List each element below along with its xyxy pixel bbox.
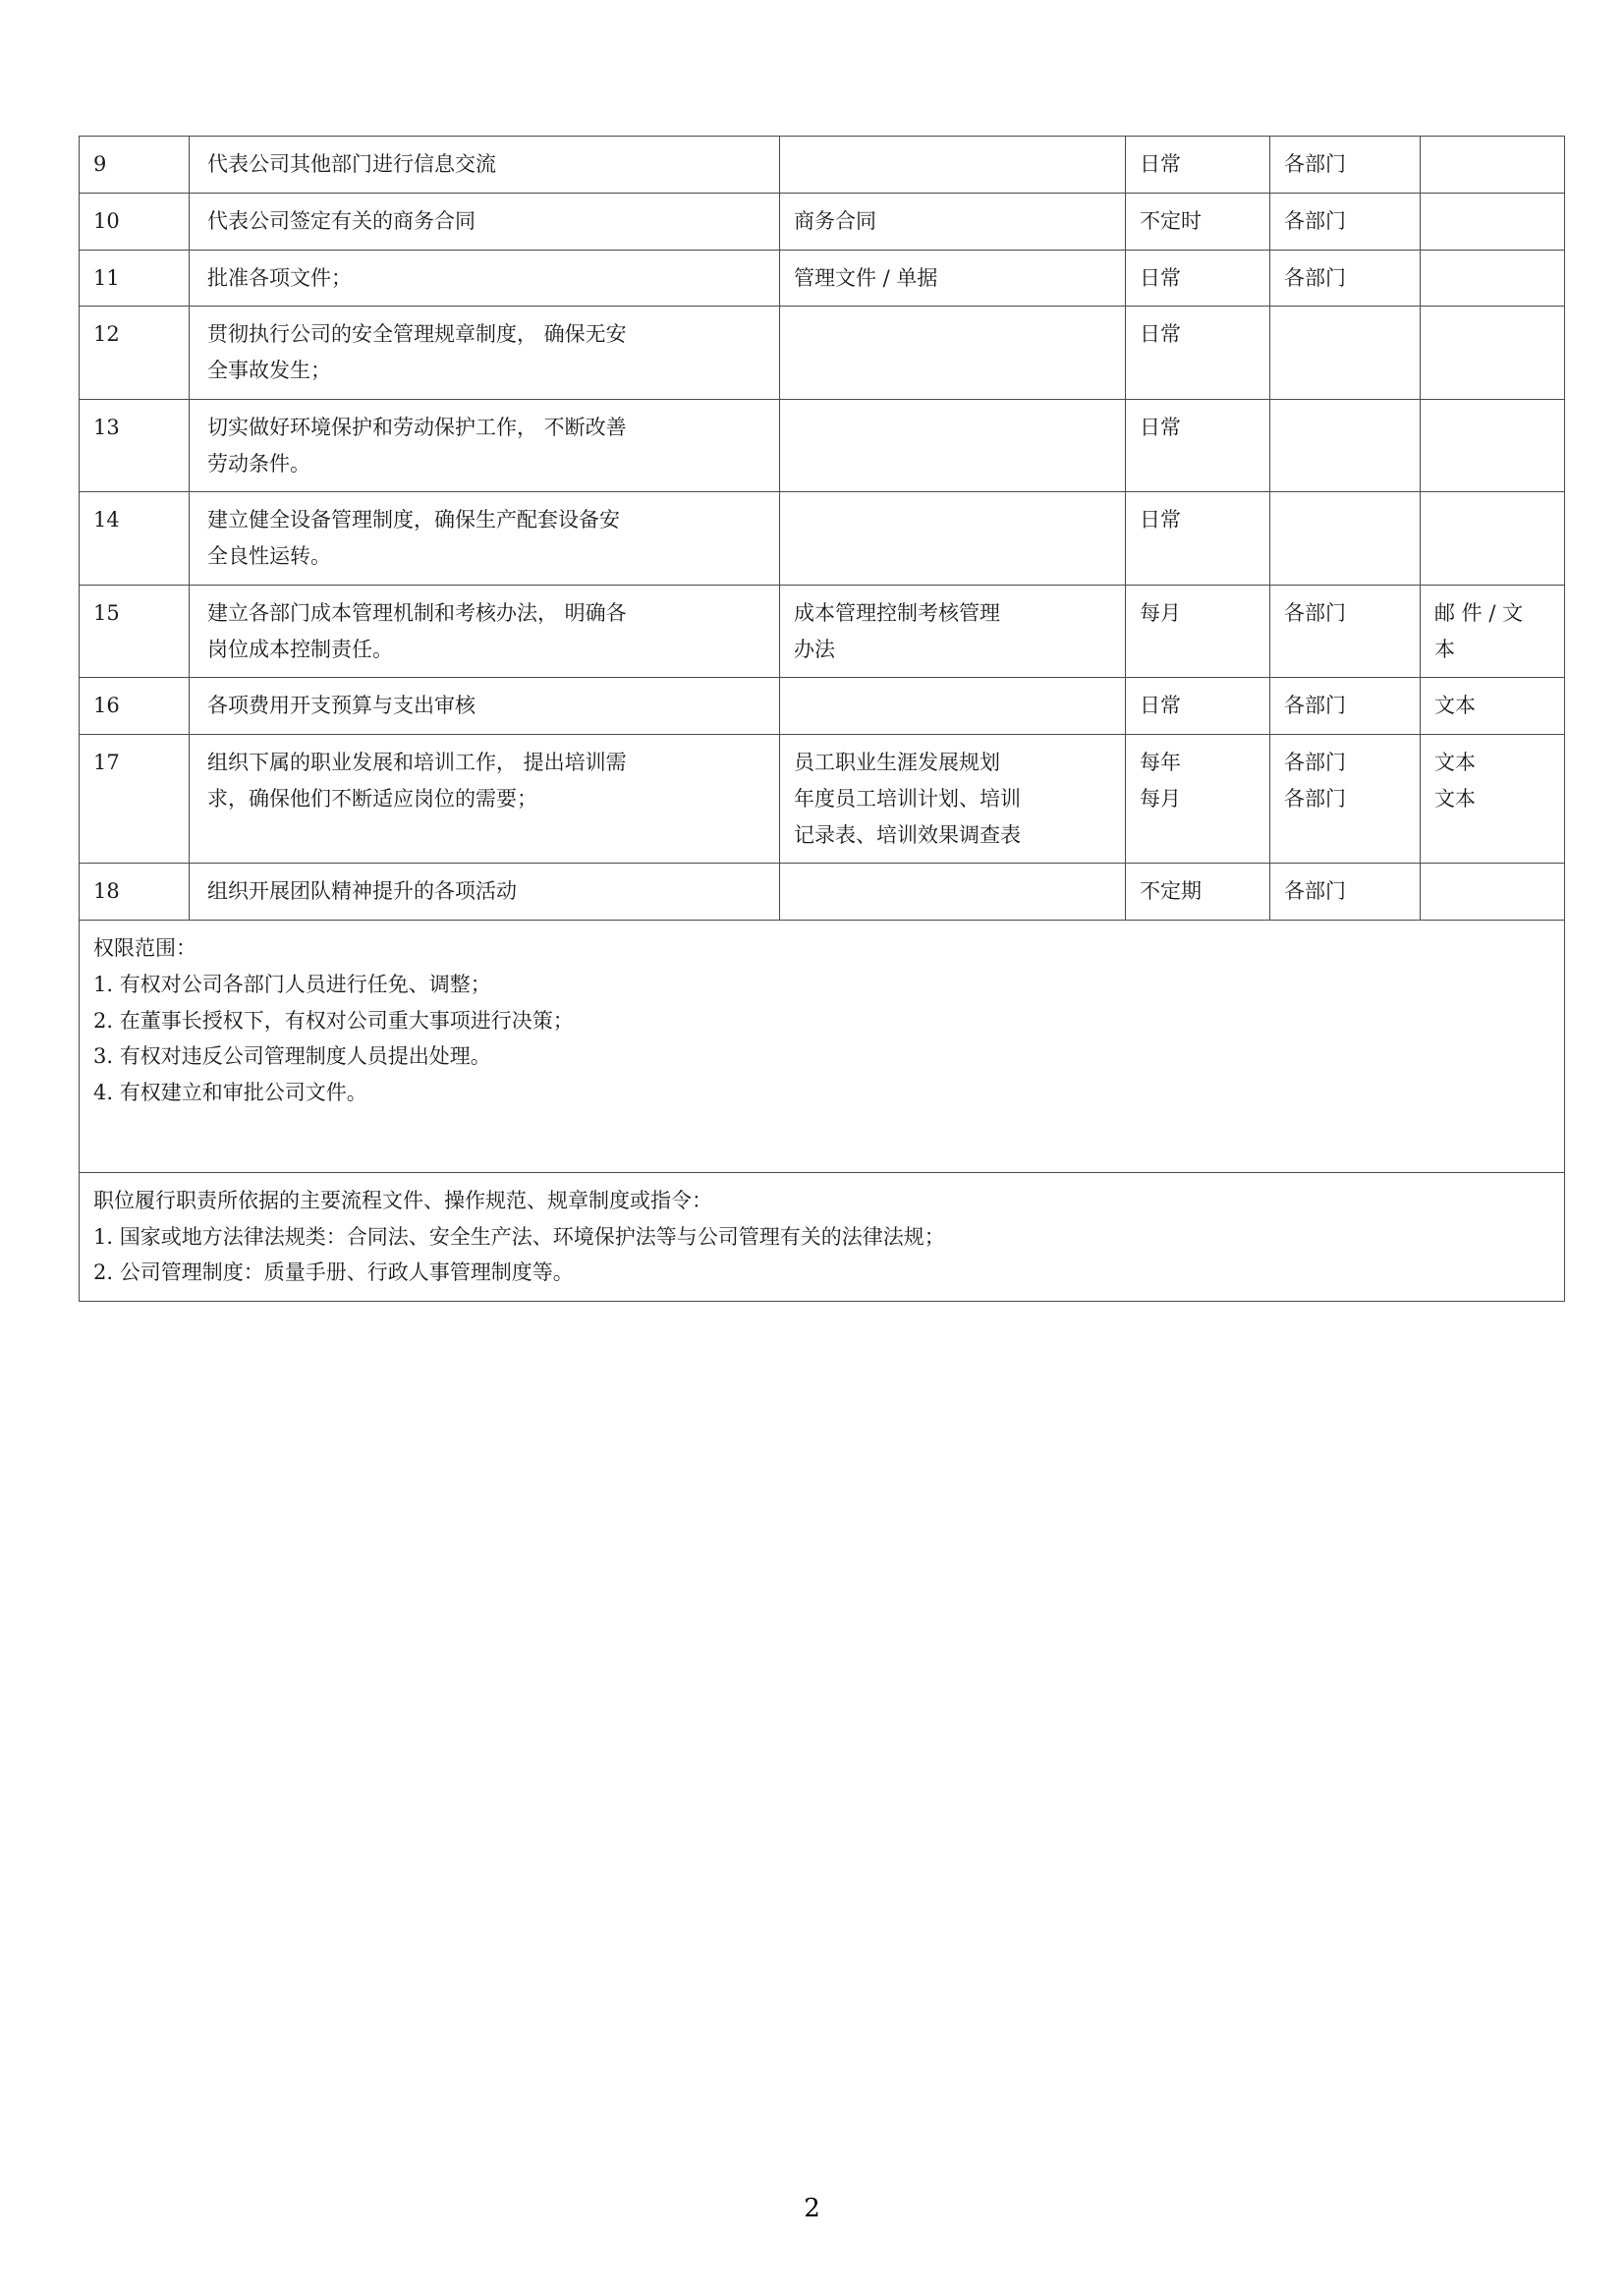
department-line: 各部门 (1284, 265, 1346, 290)
duty-line: 建立各部门成本管理机制和考核办法， 明确各 (207, 600, 627, 625)
related-document (780, 193, 1126, 250)
duty-description (190, 250, 780, 307)
authority-scope-item: 4. 有权建立和审批公司文件。 (93, 1081, 367, 1104)
table-row (80, 250, 1565, 307)
authority-scope-item: 3. 有权对违反公司管理制度人员提出处理。 (93, 1044, 491, 1069)
table-row (80, 735, 1565, 864)
document-line: 商务合同 (794, 208, 876, 233)
frequency-line: 不定期 (1140, 879, 1202, 904)
duty-line: 建立健全设备管理制度，确保生产配套设备安 (207, 508, 620, 532)
related-document (780, 735, 1126, 864)
table-row (80, 193, 1565, 250)
duty-line: 劳动条件。 (207, 451, 310, 476)
frequency (1126, 250, 1270, 307)
frequency-line: 日常 (1140, 415, 1181, 439)
page-number: 2 (804, 2194, 820, 2223)
frequency (1126, 492, 1270, 586)
document-line: 管理文件 / 单据 (794, 265, 938, 290)
duty-description (190, 399, 780, 492)
duty-description (190, 678, 780, 735)
department-line: 各部门 (1284, 600, 1346, 625)
frequency (1126, 307, 1270, 400)
procedures-section (80, 1172, 1565, 1301)
related-document (780, 585, 1126, 678)
target-department (1270, 137, 1421, 194)
duty-description (190, 193, 780, 250)
form-type (1421, 492, 1565, 586)
procedures-row (80, 1172, 1565, 1301)
authority-scope-spacer (93, 1111, 1552, 1162)
row-number: 15 (80, 585, 190, 678)
frequency (1126, 137, 1270, 194)
duty-description (190, 492, 780, 586)
form-type (1421, 399, 1565, 492)
duty-line: 贯彻执行公司的安全管理规章制度， 确保无安 (207, 322, 627, 347)
related-document (780, 399, 1126, 492)
duty-line: 组织开展团队精神提升的各项活动 (207, 879, 517, 904)
document-line: 记录表、培训效果调查表 (794, 822, 1021, 847)
duty-line: 组织下属的职业发展和培训工作， 提出培训需 (207, 751, 627, 774)
row-number: 11 (80, 250, 190, 307)
authority-scope-item: 2. 在董事长授权下，有权对公司重大事项进行决策； (93, 1008, 574, 1033)
form-line: 邮 件 / 文 (1434, 600, 1524, 625)
row-number: 10 (80, 193, 190, 250)
target-department (1270, 250, 1421, 307)
document-line: 成本管理控制考核管理 (794, 600, 1000, 625)
table-row (80, 399, 1565, 492)
document-line: 年度员工培训计划、培训 (794, 786, 1021, 811)
duty-line: 岗位成本控制责任。 (207, 637, 393, 661)
table-row (80, 492, 1565, 586)
form-type (1421, 735, 1565, 864)
form-type (1421, 193, 1565, 250)
frequency-line: 日常 (1140, 694, 1181, 718)
form-type (1421, 678, 1565, 735)
duty-line: 各项费用开支预算与支出审核 (207, 694, 476, 718)
table-row (80, 864, 1565, 921)
department-line: 各部门 (1284, 694, 1346, 718)
form-type (1421, 307, 1565, 400)
job-duty-table (79, 136, 1565, 1302)
table-row (80, 137, 1565, 194)
procedures-title: 职位履行职责所依据的主要流程文件、操作规范、规章制度或指令： (93, 1188, 712, 1212)
target-department (1270, 307, 1421, 400)
frequency (1126, 399, 1270, 492)
row-number: 14 (80, 492, 190, 586)
duty-description (190, 307, 780, 400)
table-row (80, 307, 1565, 400)
duty-line: 代表公司签定有关的商务合同 (207, 208, 476, 233)
form-type (1421, 250, 1565, 307)
frequency-line: 日常 (1140, 508, 1181, 532)
target-department (1270, 864, 1421, 921)
frequency-line: 日常 (1140, 152, 1181, 176)
target-department (1270, 399, 1421, 492)
target-department (1270, 492, 1421, 586)
frequency (1126, 864, 1270, 921)
duty-description (190, 585, 780, 678)
document-line: 办法 (794, 637, 835, 661)
duty-line: 求，确保他们不断适应岗位的需要； (207, 786, 537, 811)
frequency-line: 每月 (1140, 786, 1181, 811)
target-department (1270, 678, 1421, 735)
frequency (1126, 193, 1270, 250)
duty-line: 代表公司其他部门进行信息交流 (207, 152, 496, 176)
related-document (780, 678, 1126, 735)
table-row (80, 585, 1565, 678)
form-line: 文本 (1434, 694, 1476, 718)
row-number: 16 (80, 678, 190, 735)
form-type (1421, 864, 1565, 921)
duty-description (190, 137, 780, 194)
frequency-line: 每年 (1140, 751, 1181, 774)
duty-line: 全良性运转。 (207, 544, 331, 568)
department-line: 各部门 (1284, 751, 1346, 774)
department-line: 各部门 (1284, 152, 1346, 176)
duty-description (190, 864, 780, 921)
row-number: 12 (80, 307, 190, 400)
authority-scope-section (80, 921, 1565, 1173)
target-department (1270, 193, 1421, 250)
authority-scope-item: 1. 有权对公司各部门人员进行任免、调整； (93, 972, 491, 996)
target-department (1270, 735, 1421, 864)
form-line: 文本 (1434, 751, 1476, 774)
procedures-item: 2. 公司管理制度：质量手册、行政人事管理制度等。 (93, 1260, 574, 1285)
duty-table-body (80, 137, 1565, 1302)
department-line: 各部门 (1284, 879, 1346, 904)
duty-description (190, 735, 780, 864)
department-line: 各部门 (1284, 786, 1346, 811)
related-document (780, 137, 1126, 194)
frequency (1126, 678, 1270, 735)
row-number: 17 (80, 735, 190, 864)
row-number: 18 (80, 864, 190, 921)
target-department (1270, 585, 1421, 678)
form-line: 本 (1434, 637, 1455, 661)
frequency-line: 每月 (1140, 600, 1181, 625)
related-document (780, 492, 1126, 586)
related-document (780, 250, 1126, 307)
row-number: 9 (80, 137, 190, 194)
document-line: 员工职业生涯发展规划 (794, 751, 1000, 774)
table-row (80, 678, 1565, 735)
form-type (1421, 137, 1565, 194)
duty-line: 全事故发生； (207, 359, 331, 382)
frequency (1126, 735, 1270, 864)
frequency (1126, 585, 1270, 678)
department-line: 各部门 (1284, 208, 1346, 233)
frequency-line: 日常 (1140, 265, 1181, 290)
related-document (780, 307, 1126, 400)
procedures-item: 1. 国家或地方法律法规类：合同法、安全生产法、环境保护法等与公司管理有关的法律法规； (93, 1224, 945, 1249)
frequency-line: 日常 (1140, 322, 1181, 347)
duty-line: 批准各项文件； (207, 265, 352, 290)
duty-line: 切实做好环境保护和劳动保护工作， 不断改善 (207, 415, 627, 439)
form-line: 文本 (1434, 786, 1476, 811)
authority-scope-row (80, 921, 1565, 1173)
related-document (780, 864, 1126, 921)
frequency-line: 不定时 (1140, 208, 1202, 233)
authority-scope-title: 权限范围： (93, 936, 196, 960)
row-number: 13 (80, 399, 190, 492)
form-type (1421, 585, 1565, 678)
